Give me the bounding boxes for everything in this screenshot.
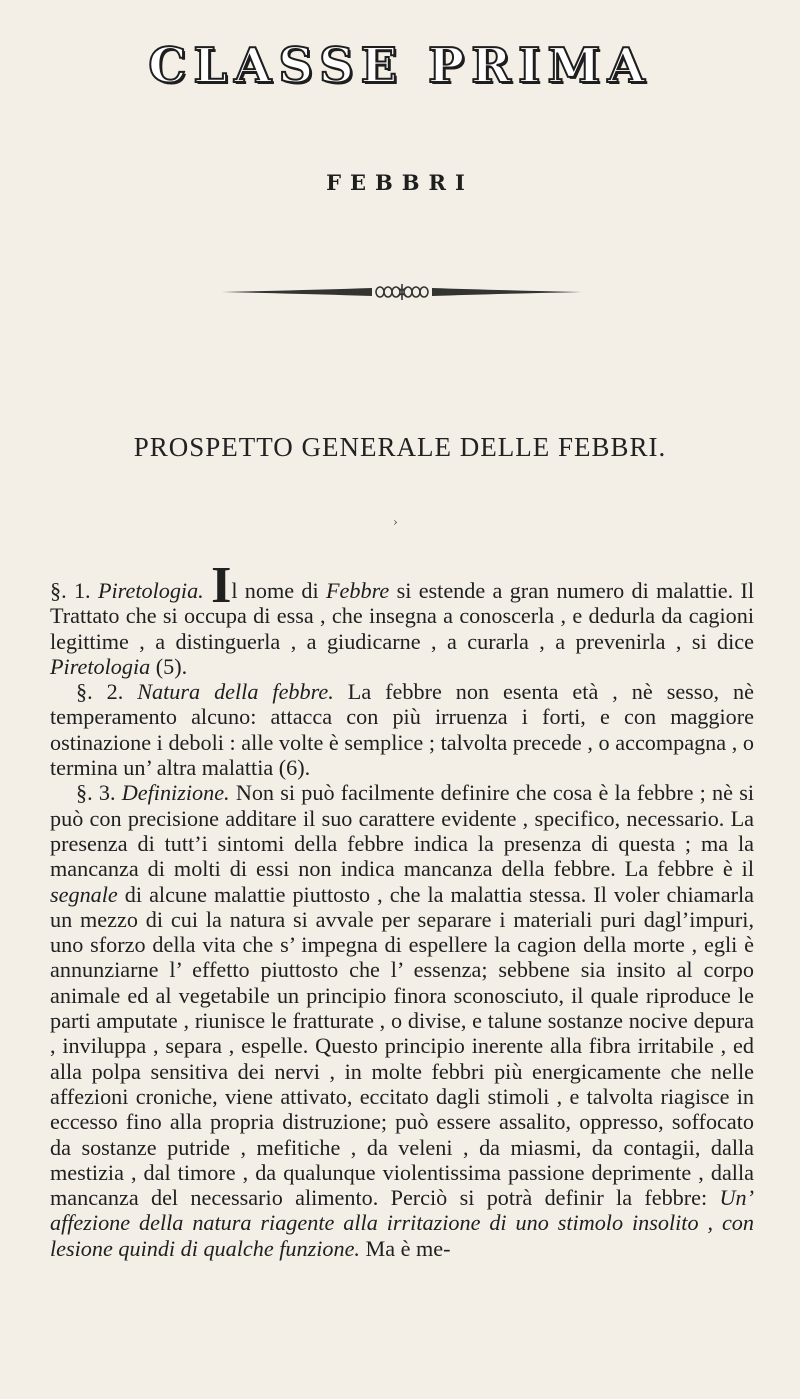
text-segment: (5). (150, 653, 188, 679)
text-segment: La febbre non esenta età , nè sesso, nè temperamento alcuno: attacca con più irruenza i forti, e con maggiore ostinazione i deboli : alle volte è semplice ; talvolta precede , o accompagna , o termina un’ altra malattia (6). (50, 679, 754, 781)
text-segment: l nome di (231, 578, 326, 603)
printer-mark: › (393, 515, 398, 529)
chapter-subtitle: FEBBRI (326, 170, 474, 195)
scroll-divider-icon (222, 282, 582, 302)
italic-segment: Piretologia (50, 653, 151, 679)
section-title: PROSPETTO GENERALE DELLE FEBBRI. (133, 432, 667, 462)
paragraph-number: §. 3. (76, 780, 116, 806)
paragraph-heading: Natura della febbre. (137, 679, 334, 705)
paragraph-heading: Definizione. (121, 780, 230, 806)
italic-segment: Un’ affezione della natura riagente alla irritazione di uno stimolo insolito , con lesione quindi di qualche funzione. (50, 1185, 754, 1261)
paragraph (50, 557, 755, 679)
body-text (50, 557, 755, 1261)
paragraph (50, 780, 754, 1261)
text-segment: di alcune malattie piuttosto , che la malattia stessa. Il voler chiamarla un mezzo di cui la natura si avvale per separare i materiali puri dagl’impuri, uno sforzo della vita che s’ impegna di espellere la cagion della morte , egli è annunziarne l’ effetto piuttosto che l’ essenza; sebbene sia insito al corpo animale ed al vegetabile un principio finora sconosciuto, il quale riproduce le parti amputate , riunisce le fratturate , o divise, e talune sostanze nocive depura , inviluppa , separa , espelle. Questo principio inerente alla fibra irritabile , ed alla polpa sensitiva dei nervi , in molte febbri più energicamente che nelle affezioni croniche, viene attivato, eccitato dagli stimoli , e talvolta riagisce in eccesso fino alla propria distruzione; può essere assalito, oppresso, soffocato da sostanze putride , mefitiche , da veleni , da miasmi, da contagii, dalla mestizia , dal timore , da qualunque violentissima passione deprimente , dalla mancanza del necessario alimento. Perciò si potrà definir la febbre: (50, 881, 754, 1211)
text-segment: Ma è me- (359, 1235, 451, 1261)
paragraph (50, 679, 754, 780)
paragraph-text (50, 780, 754, 1260)
italic-segment: segnale (50, 881, 118, 907)
text-segment: Non si può facilmente definire che cosa è la febbre ; nè si può con precisione additare il suo carattere evidente , specifico, necessario. La presenza di tutt’i sintomi della febbre indica la presenza di questa ; ma la mancanza di molti di essi non indica mancanza della febbre. La febbre è il (50, 780, 755, 882)
drop-cap: I (211, 557, 232, 614)
paragraph-number: §. 2. (76, 679, 124, 705)
class-heading: CLASSE PRIMA (148, 38, 652, 94)
paragraph-heading: Piretologia. (97, 578, 204, 603)
text-segment: si estende a gran numero di malattie. Il Trattato che si occupa di essa , che insegna a conoscerla , e dedurla da cagioni legittime , a distinguerla , a giudicarne , a curarla , a prevenirla , si dice (50, 578, 755, 654)
italic-segment: Febbre (326, 578, 390, 603)
paragraph-number: §. 1. (50, 578, 91, 603)
